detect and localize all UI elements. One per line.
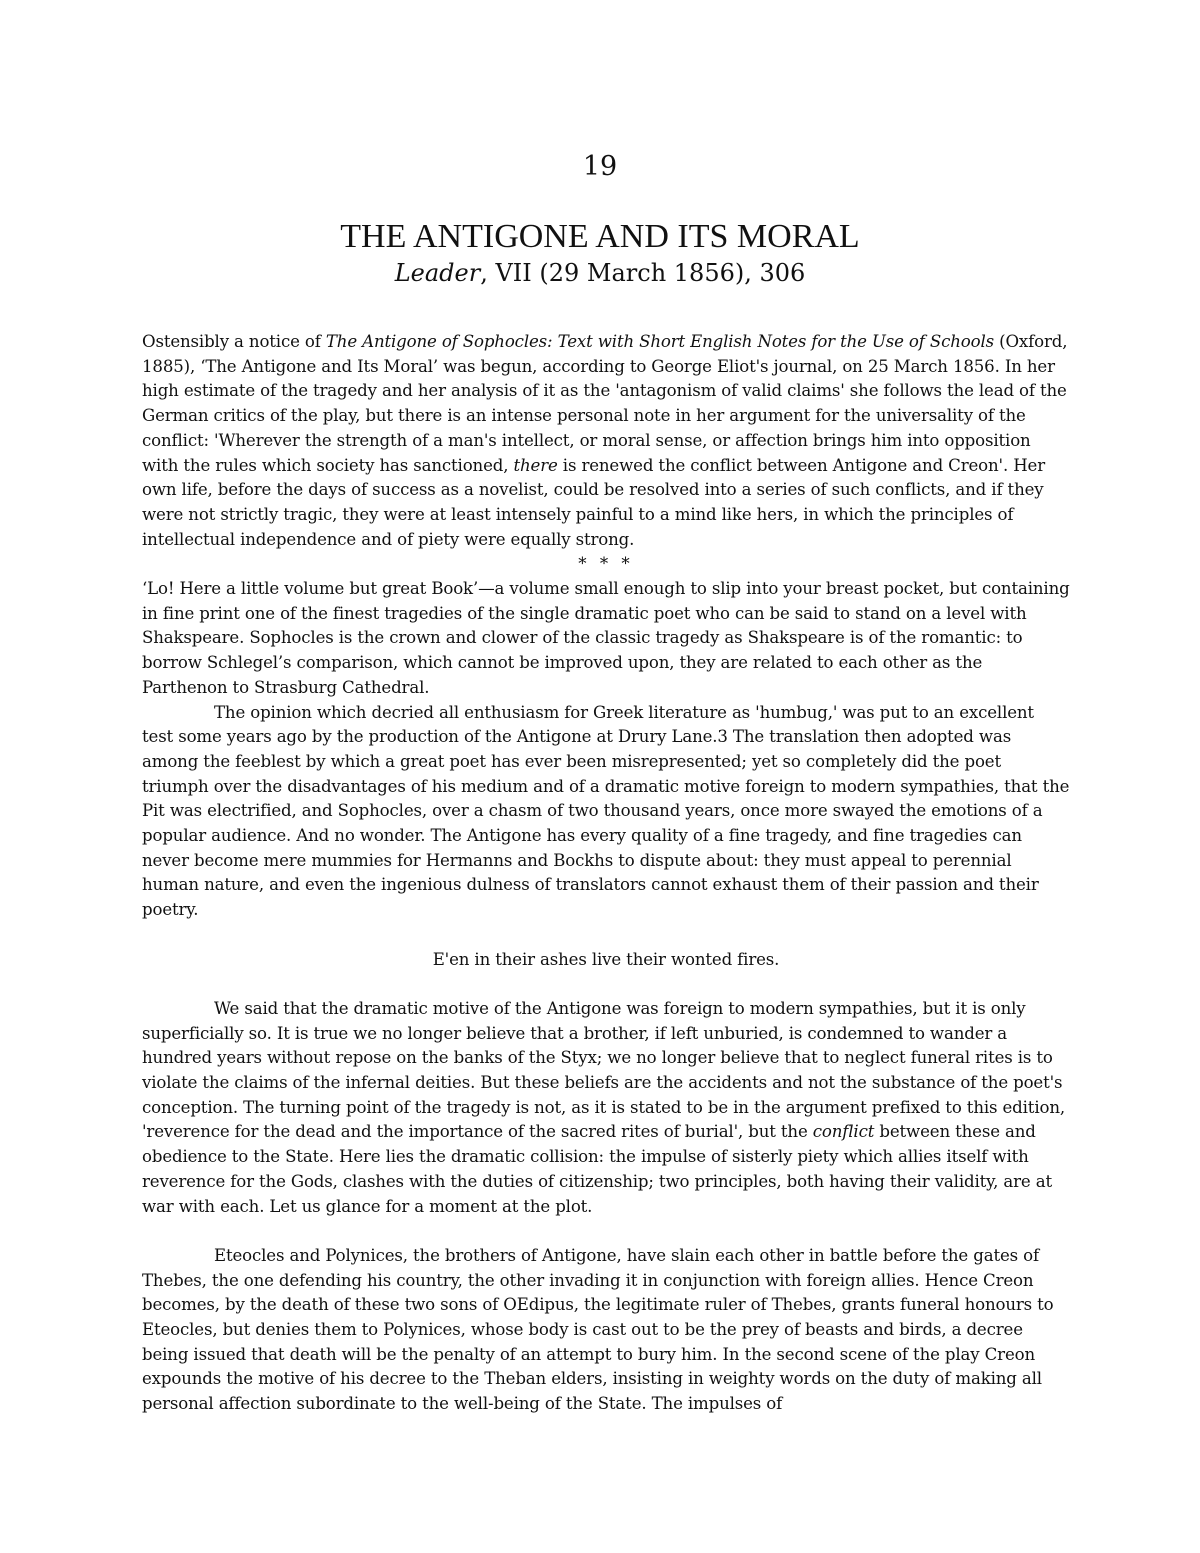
paragraph-1: ‘Lo! Here a little volume but great Book’—a volume small enough to slip into your breast pocket, but containing in fine print one of the finest tragedies of the single dramatic poet who can be said to stand on a level with Shakspeare. Sophocles is the crown and clower of the classic tragedy as Shakspeare is of the romantic: to borrow Schlegel’s comparison, which cannot be improved upon, they are related to each other as the Parthenon to Strasburg Cathedral. — [142, 579, 1070, 697]
emphasis-conflict: conflict — [812, 1122, 875, 1142]
book-title: The Antigone of Sophocles: Text with Short English Notes for the Use of Schools — [325, 332, 994, 351]
intro-text: Ostensibly a notice of — [142, 332, 326, 351]
section-separator: * * * — [578, 554, 634, 574]
chapter-number: 19 — [582, 151, 618, 182]
intro-text: (Oxford, 1885), ‘The Antigone and Its Moral’ was begun, according to George Eliot's journal, on 25 March 1856. In her high estimate of the tragedy and her analysis of it as the 'antagonism of valid claims' she follows the lead of the German critics of the play, but there is an intense personal note in her argument for the universality of the conflict: 'Wherever the strength of a man's intellect, or moral sense, or affection brings him into opposition with the rules which society has sanctioned, — [142, 332, 1068, 475]
paragraph-2: The opinion which decried all enthusiasm for Greek literature as 'humbug,' was put to an excellent test some years ago by the production of the Antigone at Drury Lane.3 The translation then adopted was among the feeblest by which a great poet has ever been misrepresented; yet so completely did the poet triumph over the disadvantages of his medium and of a dramatic motive foreign to modern sympathies, that the Pit was electrified, and Sophocles, over a chasm of two thousand years, once more swayed the emotions of a popular audience. And no wonder. The Antigone has every quality of a fine tragedy, and fine tragedies can never become mere mummies for Hermanns and Bockhs to dispute about: they must appeal to perennial human nature, and even the ingenious dulness of translators cannot exhaust them of their passion and their poetry. — [142, 702, 1070, 920]
paragraph-text: We said that the dramatic motive of the Antigone was foreign to modern sympathies, but it is only superficially so. It is true we no longer believe that a brother, if left unburied, is condemned to wander a hundred years without repose on the banks of the Styx; we no longer believe that to neglect funeral rites is to violate the claims of the infernal deities. But these beliefs are the accidents and not the substance of the poet's conception. The turning point of the tragedy is not, as it is stated to be in the argument prefixed to this edition, 'reverence for the dead and the importance of the sacred rites of burial', but the — [142, 998, 1065, 1142]
source-publication: Leader — [394, 259, 481, 287]
paragraph-3 — [142, 997, 1070, 1219]
emphasis-there: there — [513, 455, 558, 475]
intro-paragraph — [142, 330, 1070, 552]
document-body — [142, 330, 1070, 1417]
chapter-title: THE ANTIGONE AND ITS MORAL — [340, 218, 860, 255]
intro-text: is renewed the conflict between Antigone and Creon'. Her own life, before the days of success as a novelist, could be resolved into a series of such conflicts, and if they were not strictly tragic, they were at least intensely painful to a mind like hers, in which the principles of intellectual independence and of piety were equally strong. — [142, 455, 1045, 549]
source-citation — [0, 258, 1200, 288]
source-details: , VII (29 March 1856), 306 — [480, 259, 806, 287]
paragraph-text: between these and obedience to the State. Here lies the dramatic collision: the impulse of sisterly piety which allies itself with reverence for the Gods, clashes with the duties of citizenship; two principles, both having their validity, are at war with each. Let us glance for a moment at the plot. — [142, 1122, 1052, 1216]
verse-quotation: E'en in their ashes live their wonted fires. — [432, 949, 780, 969]
paragraph-4: Eteocles and Polynices, the brothers of Antigone, have slain each other in battle before the gates of Thebes, the one defending his country, the other invading it in conjunction with foreign allies. Hence Creon becomes, by the death of these two sons of OEdipus, the legitimate ruler of Thebes, grants funeral honours to Eteocles, but denies them to Polynices, whose body is cast out to be the prey of beasts and birds, a decree being issued that death will be the penalty of an attempt to bury him. In the second scene of the play Creon expounds the motive of his decree to the Theban elders, insisting in weighty words on the duty of making all personal affection subordinate to the well-being of the State. The impulses of — [142, 1245, 1054, 1414]
